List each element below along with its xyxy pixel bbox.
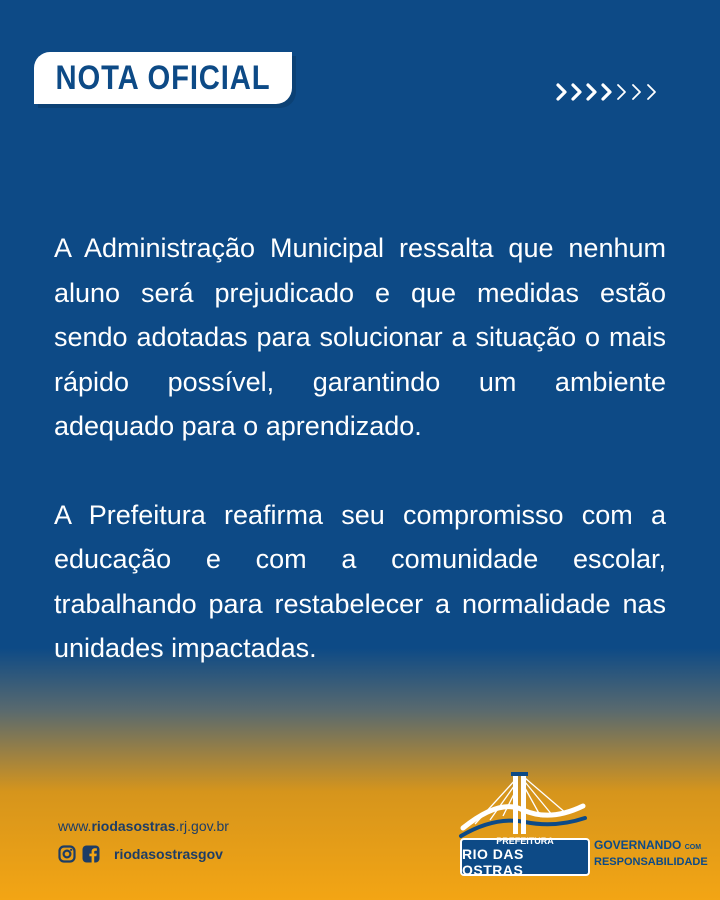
title-badge (34, 52, 292, 104)
instagram-icon[interactable] (58, 845, 76, 863)
page-title: NOTA OFICIAL (55, 58, 271, 97)
city-logo-label (460, 838, 590, 876)
facebook-icon[interactable] (82, 845, 100, 863)
slogan-com: COM (684, 844, 702, 851)
slogan-line2: RESPONSABILIDADE (594, 856, 708, 868)
statement-paragraph-1: A Administração Municipal ressalta que nenhum aluno será prejudicado e que medidas estão sendo adotadas para solucionar a situação o mais rápido possível, garantindo um ambiente adequado para o aprendizado. (54, 233, 666, 441)
chevrons-right-icon (556, 80, 666, 104)
logo-prefeitura: PREFEITURA (496, 836, 554, 846)
logo-city-name: RIO DAS OSTRAS (462, 846, 524, 878)
slogan (594, 838, 708, 869)
statement-paragraph-2: A Prefeitura reafirma seu compromisso com a educação e com a comunidade escolar, trabalhando para restabelecer a normalidade nas unidades impactadas. (54, 499, 666, 663)
website-link[interactable] (58, 818, 229, 834)
statement-text (54, 226, 666, 715)
url-domain: riodasostras (91, 818, 176, 834)
social-links (58, 845, 223, 863)
url-prefix: www. (58, 818, 92, 834)
slogan-line1: GOVERNANDO (594, 838, 682, 852)
url-suffix: .rj.gov.br (175, 818, 229, 834)
social-handle[interactable]: riodasostrasgov (114, 846, 223, 862)
